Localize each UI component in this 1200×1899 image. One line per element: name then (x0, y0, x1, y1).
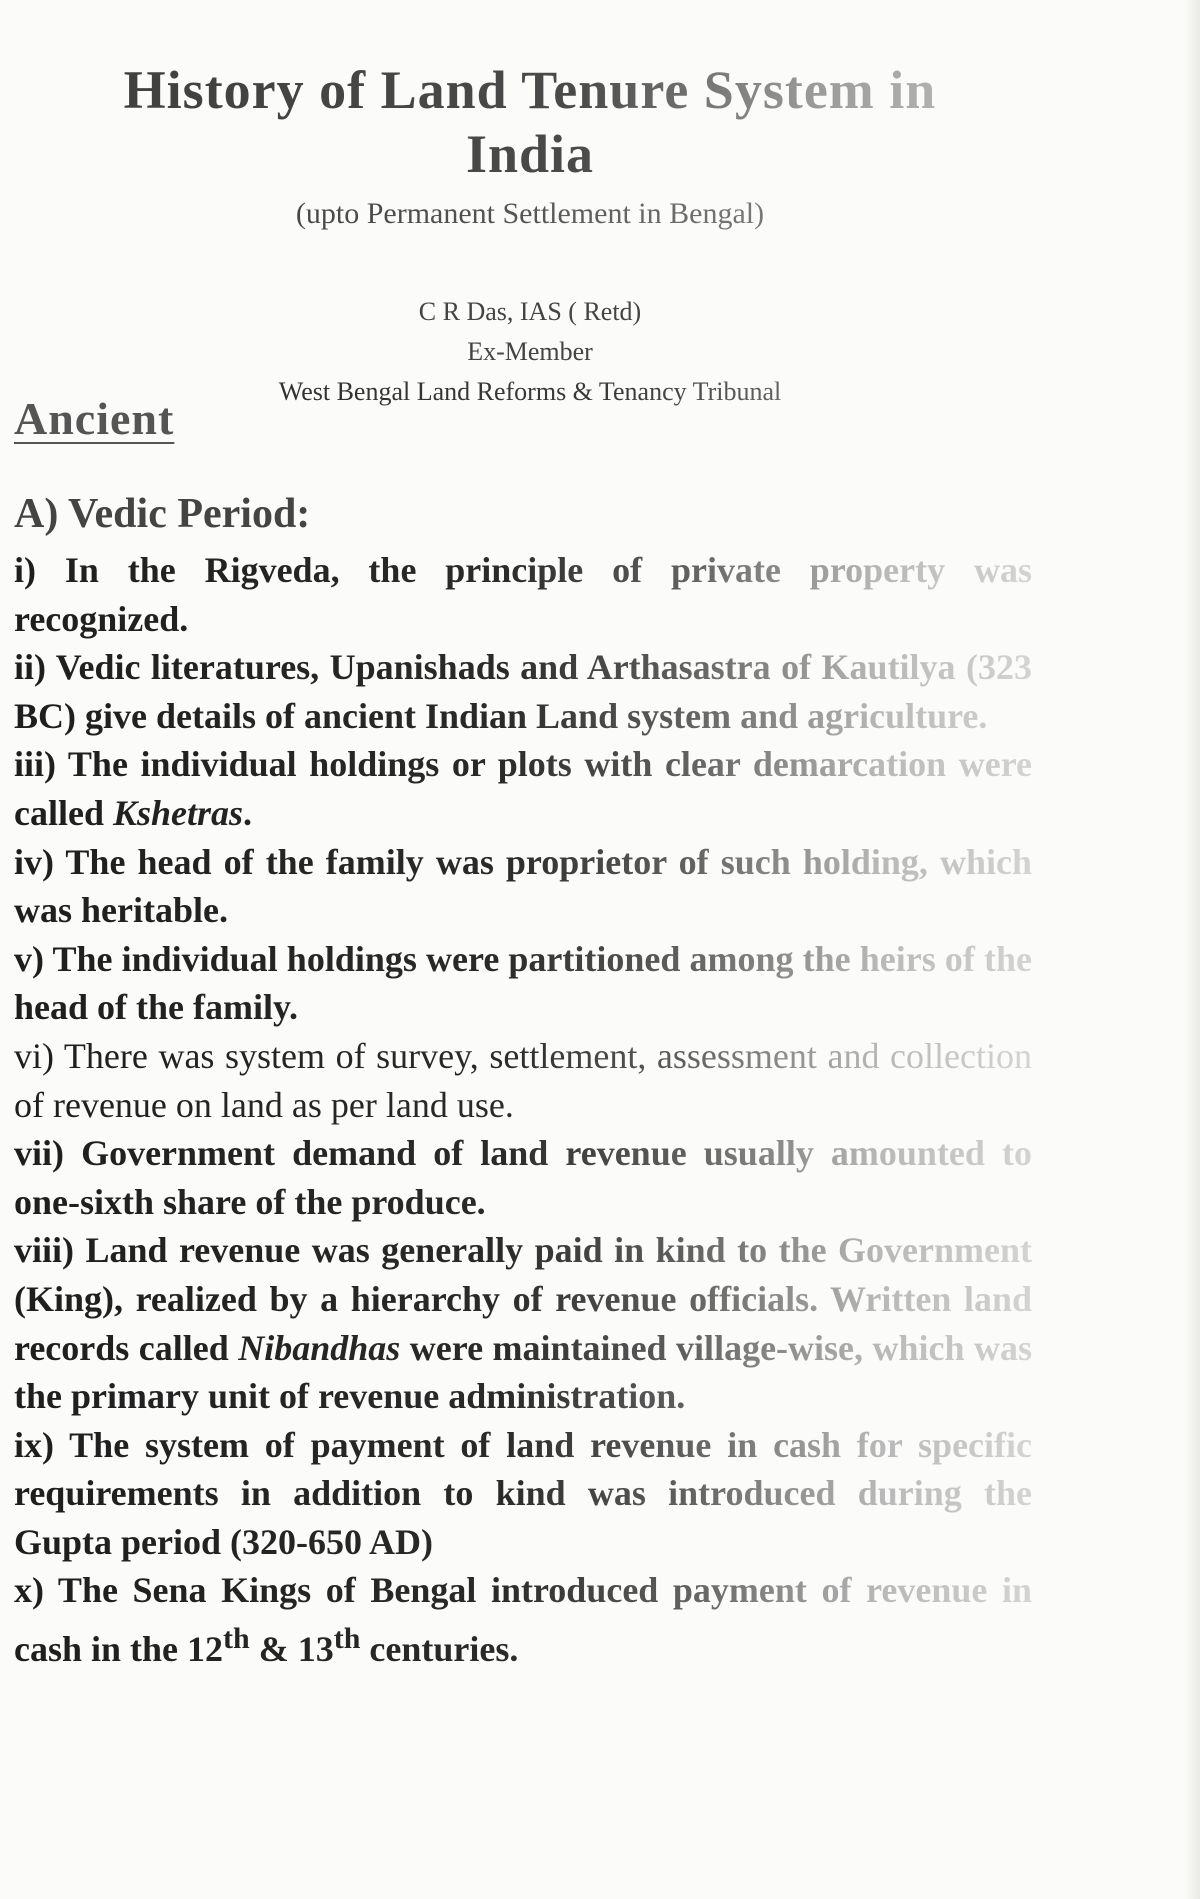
list-item: v) The individual holdings were partitioned among the heirs of the head of the family. (14, 935, 1032, 1032)
italic-term: Nibandhas (238, 1327, 401, 1368)
italic-term: Kshetras (112, 792, 244, 833)
author-block (60, 292, 1000, 412)
author-position: Ex-Member (467, 337, 593, 366)
document-title: History of Land Tenure System in India (60, 58, 1000, 186)
numbered-points-list (14, 546, 1032, 1674)
list-item: viii) Land revenue was generally paid in kind to the Government (King), realized by a hierarchy of revenue officials. Written land records called Nibandhas were maintained village-wise, which was the primary unit of revenue administration. (14, 1226, 1032, 1420)
list-item: vi) There was system of survey, settlement, assessment and collection of revenue on land as per land use. (14, 1032, 1032, 1129)
list-item: iv) The head of the family was proprietor of such holding, which was heritable. (14, 838, 1032, 935)
period-heading-vedic: A) Vedic Period: (14, 491, 311, 537)
author-name: C R Das, IAS ( Retd) (418, 297, 642, 326)
document-header (60, 58, 1000, 412)
list-item: i) In the Rigveda, the principle of private property was recognized. (14, 546, 1032, 643)
paper-edge-shadow (1184, 0, 1200, 1899)
list-item: ii) Vedic literatures, Upanishads and Arthasastra of Kautilya (323 BC) give details of ancient Indian Land system and agriculture. (14, 643, 1032, 740)
list-item: x) The Sena Kings of Bengal introduced payment of revenue in cash in the 12th & 13th centuries. (14, 1566, 1032, 1673)
list-item: vii) Government demand of land revenue usually amounted to one-sixth share of the produce. (14, 1129, 1032, 1226)
document-subtitle: (upto Permanent Settlement in Bengal) (60, 194, 1000, 234)
superscript: th (223, 1622, 250, 1656)
author-organization: West Bengal Land Reforms & Tenancy Tribunal (60, 372, 1000, 412)
list-item: iii) The individual holdings or plots with clear demarcation were called Kshetras. (14, 740, 1032, 837)
section-heading-ancient: Ancient (14, 393, 175, 444)
superscript: th (333, 1622, 361, 1656)
list-item: ix) The system of payment of land revenue in cash for specific requirements in addition to kind was introduced during the Gupta period (320-650 AD) (14, 1421, 1032, 1567)
